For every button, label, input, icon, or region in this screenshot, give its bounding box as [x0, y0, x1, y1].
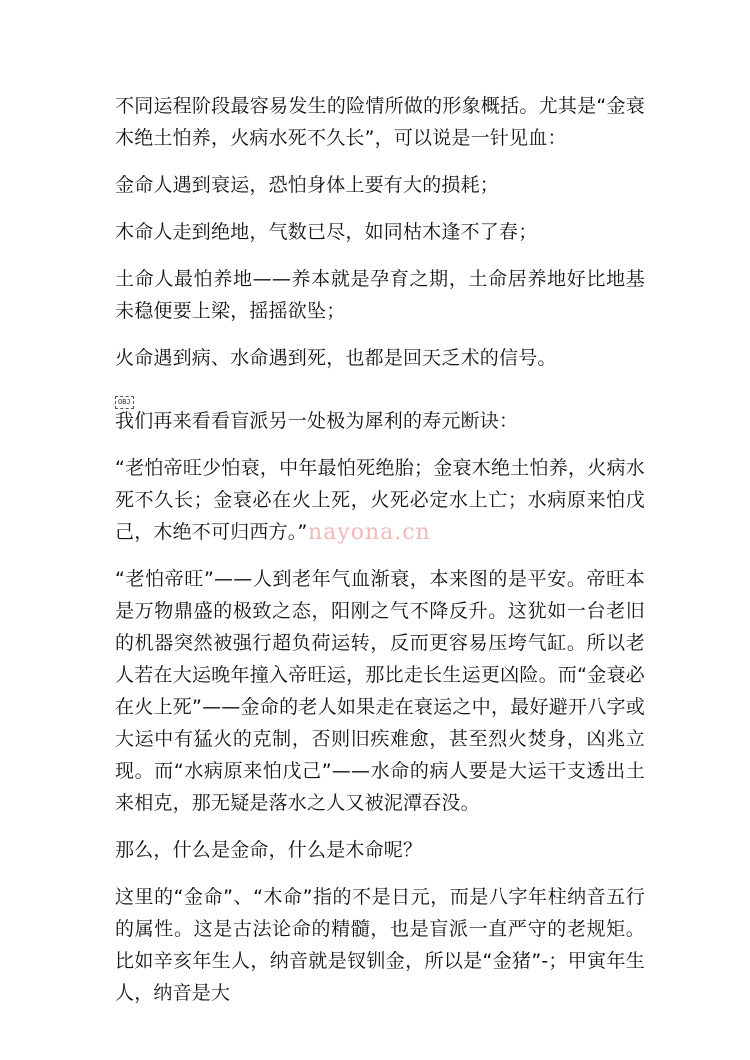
quote-paragraph: “老怕帝旺少怕衰，中年最怕死绝胎；金衰木绝土怕养，火病水死不久长；金衰必在火上死，火死必定水上亡；水病原来怕戊己，木绝不可归西方。”	[115, 457, 645, 543]
paragraph: 木命人走到绝地，气数已尽，如同枯木逢不了春；	[115, 221, 538, 243]
object-marker-icon: OBJ	[115, 396, 134, 409]
article-body	[115, 90, 645, 1024]
watermark-text: nayona.cn	[308, 520, 431, 545]
paragraph: 土命人最怕养地——养本就是孕育之期，土命居养地好比地基未稳便要上梁，摇摇欲坠；	[115, 268, 645, 322]
paragraph: 不同运程阶段最容易发生的险情所做的形象概括。尤其是“金衰木绝土怕养，火病水死不久长”，可以说是一针见血：	[115, 95, 645, 149]
paragraph: 这里的“金命”、“木命”指的不是日元，而是八字年柱纳音五行的属性。这是古法论命的精髓，也是盲派一直严守的老规矩。比如辛亥年生人，纳音就是钗钏金，所以是“金猪”-；甲寅年生人，纳音是大	[115, 886, 645, 1004]
paragraph: “老怕帝旺”——人到老年气血渐衰，本来图的是平安。帝旺本是万物鼎盛的极致之态，阳刚之气不降反升。这犹如一台老旧的机器突然被强行超负荷运转，反而更容易压垮气缸。所以老人若在大运晚年撞入帝旺运，那比走长生运更凶险。而“金衰必在火上死”——金命的老人如果走在衰运之中，最好避开八字或大运中有猛火的克制，否则旧疾难愈，甚至烈火焚身，凶兆立现。而“水病原来怕戊己”——水命的病人要是大运干支透出土来相克，那无疑是落水之人又被泥潭吞没。	[115, 568, 645, 814]
paragraph: 金命人遇到衰运，恐怕身体上要有大的损耗；	[115, 174, 500, 196]
paragraph: 我们再来看看盲派另一处极为犀利的寿元断诀：	[115, 410, 519, 432]
paragraph: 火命遇到病、水命遇到死，也都是回天乏术的信号。	[115, 347, 557, 369]
embedded-object-placeholder	[115, 389, 645, 406]
paragraph: 那么，什么是金命，什么是木命呢？	[115, 839, 423, 861]
